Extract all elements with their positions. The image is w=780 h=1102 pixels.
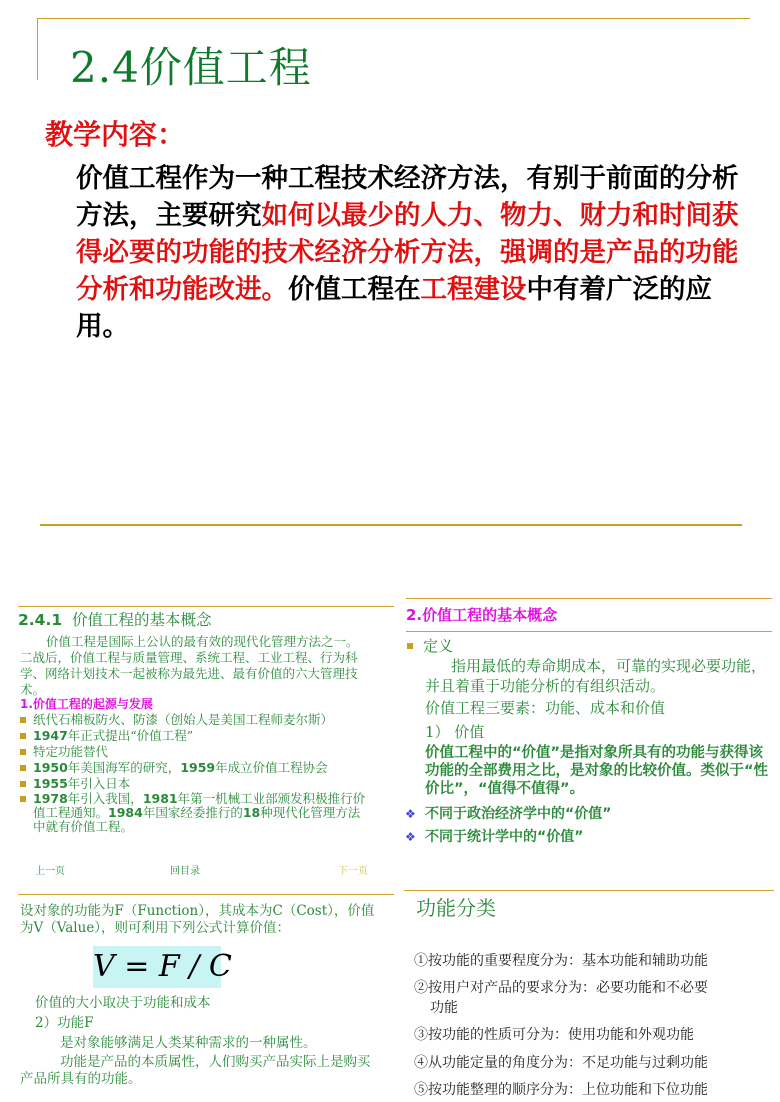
body-segment: 价值工程作为一种工程技术经济方法，有别于前面的分析方法，主要研究 (76, 163, 739, 231)
item-text: 年引入日本 (67, 776, 131, 791)
slide1-bottom-divider (40, 524, 742, 526)
slide4-line: 价值的大小取决于功能和成本 (35, 995, 211, 1011)
list-item (20, 744, 370, 759)
item-year: 1981 (142, 791, 178, 806)
body-segment: 价值工程在 (288, 274, 421, 305)
item-text: 年美国海军的研究， (67, 760, 181, 775)
list-item: ③按功能的性质可分为：使用功能和外观功能 (414, 1027, 694, 1043)
body-segment-highlight: 工程建设 (420, 274, 527, 305)
list-item: ②按用户对产品的要求分为：必要功能和不必要 (414, 980, 708, 996)
slide2-intro: 价值工程是国际上公认的最有效的现代化管理方法之一。二战后，价值工程与质量管理、系统工程、工业工程、行为科学、网络计划技术一起被称为最先进、最有价值的六大管理技术。 (20, 634, 359, 697)
definition-label-text: 定义 (423, 637, 454, 655)
list-item (20, 728, 370, 743)
item-year: 1959 (180, 760, 216, 775)
slide4-top-border (18, 894, 394, 895)
item-year: 1955 (33, 776, 68, 791)
square-bullet-icon (20, 765, 26, 771)
list-item (20, 792, 370, 834)
slide2-nav (35, 862, 368, 876)
list-item (20, 760, 370, 775)
square-bullet-icon (20, 717, 26, 723)
item-text: 不同于统计学中的“价值” (425, 829, 584, 845)
body-segment: 中有着广泛的应用。 (76, 274, 712, 342)
item-year: 1947 (33, 728, 68, 743)
item-text: 特定功能替代 (33, 744, 109, 759)
slide5-title: 功能分类 (416, 896, 496, 920)
list-item: ⑤按功能整理的顺序分为：上位功能和下位功能 (414, 1082, 708, 1098)
item-text: 年正式提出“价值工程” (67, 728, 194, 743)
slide1-frame-vertical (37, 18, 38, 80)
list-item (405, 804, 775, 824)
slide3-title: 2.价值工程的基本概念 (406, 598, 772, 632)
item-text: 年国家经委推行的 (142, 805, 243, 820)
three-elements: 价值工程三要素：功能、成本和价值 (425, 699, 666, 717)
value-definition: 价值工程中的“价值”是指对象所具有的功能与获得该功能的全部费用之比，是对象的比较价值。类似于“性价比”，“值得不值得”。 (425, 745, 769, 797)
slide1-body (76, 160, 748, 345)
value-formula: V = F / C (93, 946, 221, 988)
function-description: 功能是产品的本质属性，人们购买产品实际上是购买产品所具有的功能。 (20, 1054, 371, 1087)
item-text: 不同于政治经济学中的“价值” (425, 806, 612, 822)
slide2-list (20, 712, 370, 834)
slide3-body (405, 636, 775, 847)
list-item (20, 712, 370, 727)
square-bullet-icon (20, 733, 26, 739)
item-text: 年第一机械工业部颁发积极推行价值工程通知。 (33, 791, 366, 820)
item-text: 种现代化管理方法中就有价值工程。 (33, 805, 361, 834)
slide2-title (18, 606, 394, 632)
slide5-top-border (404, 890, 774, 891)
function-definition: 是对象能够满足人类某种需求的一种属性。 (60, 1035, 317, 1051)
square-bullet-icon (20, 796, 26, 802)
slide1-title: 2.4价值工程 (70, 43, 312, 92)
list-item: ①按功能的重要程度分为：基本功能和辅助功能 (414, 953, 708, 969)
index-link[interactable]: 回目录 (170, 866, 200, 877)
list-item (20, 776, 370, 791)
next-page-link[interactable]: 下一页 (338, 866, 368, 877)
function-heading: 2）功能F (35, 1015, 94, 1031)
item-year: 1950 (33, 760, 68, 775)
diamond-bullet-icon: ❖ (405, 830, 416, 844)
list-item-continued: 功能 (430, 1000, 458, 1016)
diamond-bullet-icon: ❖ (405, 807, 416, 821)
list-item (405, 827, 775, 847)
item-text: 年引入我国， (67, 791, 143, 806)
square-bullet-icon (407, 643, 413, 649)
prev-page-link[interactable]: 上一页 (35, 866, 65, 877)
definition-text: 指用最低的寿命期成本，可靠的实现必要功能，并且着重于功能分析的有组织活动。 (425, 657, 767, 695)
slide2-title-number: 2.4.1 (18, 611, 63, 629)
item-year: 1978 (33, 791, 68, 806)
item-year: 1984 (108, 805, 143, 820)
value-heading: 1） 价值 (425, 723, 485, 741)
slide4-intro: 设对象的功能为F（Function），其成本为C（Cost），价值为V（Value），则可利用下列公式计算价值： (20, 903, 375, 936)
item-text: 年成立价值工程协会 (215, 760, 328, 775)
item-text: 纸代石棉板防火、防漆（创始人是美国工程师麦尔斯） (33, 712, 334, 727)
slide2-title-text: 价值工程的基本概念 (72, 611, 212, 629)
slide1-subtitle: 教学内容： (45, 118, 186, 151)
body-segment-highlight: 如何以最少的人力、物力、财力和时间获得必要的功能的技术经济分析方法，强调的是产品的功能分析和功能改进。 (76, 200, 739, 305)
square-bullet-icon (20, 781, 26, 787)
slide1-frame-top (37, 18, 750, 19)
list-item: ④从功能定量的角度分为：不足功能与过剩功能 (414, 1055, 708, 1071)
item-number: 18 (242, 805, 261, 820)
slide2-subheading: 1.价值工程的起源与发展 (20, 697, 153, 711)
square-bullet-icon (20, 749, 26, 755)
definition-label (405, 636, 775, 656)
